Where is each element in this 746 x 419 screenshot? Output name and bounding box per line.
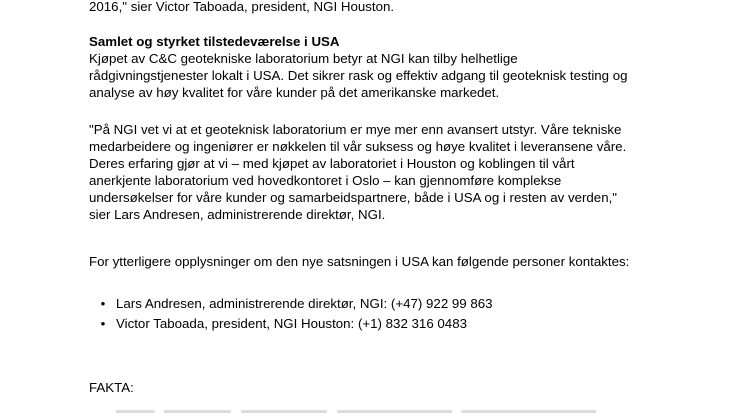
cut-off-text-fragment [116,410,596,413]
cut-off-text-row [89,410,659,419]
paragraph-1-line-3: analyse av høy kvalitet for våre kunder på det amerikanske markedet. [89,85,500,100]
quote-tail-line: 2016," sier Victor Taboada, president, NGI Houston. [89,0,395,14]
paragraph-1-line-2: rådgivningstjenester lokalt i USA. Det sikrer rask og effektiv adgang til geoteknisk testing og [89,68,628,83]
bullet-icon: • [100,316,106,331]
paragraph-2-line-4: anerkjente laboratorium ved hovedkontoret i Oslo – kan gjennomføre komplekse [89,173,562,188]
contact-text: Lars Andresen, administrerende direktør, NGI: (+47) 922 99 863 [116,296,493,311]
facts-label: FAKTA: [89,380,134,395]
paragraph-3-line: For ytterligere opplysninger om den nye satsningen i USA kan følgende personer kontaktes: [89,254,630,269]
paragraph-2-line-5: undersøkelser for våre kunder og samarbeidspartnere, både i USA og i resten av verden," [89,190,618,205]
section-heading: Samlet og styrket tilstedeværelse i USA [89,34,340,49]
paragraph-2-line-1: "På NGI vet vi at et geoteknisk laboratorium er mye mer enn avansert utstyr. Våre tekniske [89,122,622,137]
contact-list-item [100,315,467,332]
contact-list-item [100,295,493,312]
paragraph-2-line-6: sier Lars Andresen, administrerende direktør, NGI. [89,207,386,222]
paragraph-1-line-1: Kjøpet av C&C geotekniske laboratorium betyr at NGI kan tilby helhetlige [89,51,518,66]
bullet-icon: • [100,296,106,311]
paragraph-2-line-3: Deres erfaring gjør at vi – med kjøpet av laboratoriet i Houston og koblingen til vårt [89,156,575,171]
paragraph-2-line-2: medarbeidere og ingeniører er nøkkelen til vår suksess og høye kvalitet i leveransene våre. [89,139,627,154]
contact-text: Victor Taboada, president, NGI Houston: (+1) 832 316 0483 [116,316,467,331]
